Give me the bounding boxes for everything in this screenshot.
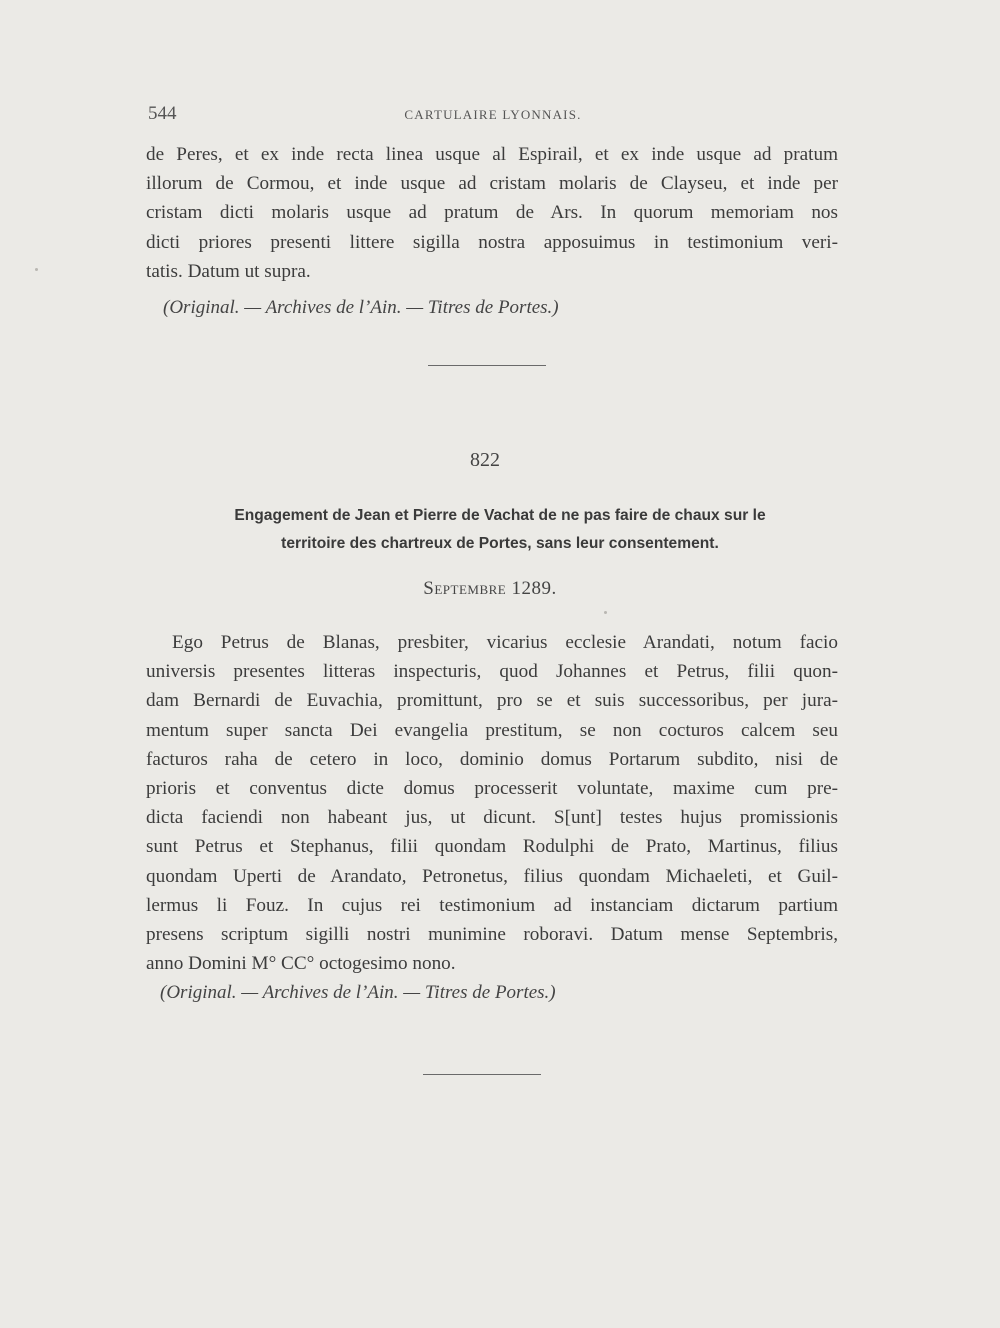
text-line: anno Domini M° CC° octogesimo nono. [146,953,456,975]
text-line: tatis. Datum ut supra. [146,260,311,282]
section-divider [423,1074,541,1075]
running-title: CARTULAIRE LYONNAIS. [404,107,582,122]
text-line: prioris et conventus dicte domus processerit voluntate, maxime cum pre- [146,778,838,800]
document-title-line: territoire des chartreux de Portes, sans leur consentement. [281,535,719,552]
text-line: dicta faciendi non habeant jus, ut dicunt. S[unt] testes hujus promissionis [146,807,838,829]
paper-speck [35,268,38,271]
text-line: facturos raha de cetero in loco, dominio domus Portarum subdito, nisi de [146,748,838,770]
text-line: cristam dicti molaris usque ad pratum de Ars. In quorum memoriam nos [146,202,838,224]
text-line: quondam Uperti de Arandato, Petronetus, filius quondam Michaeleti, et Guil- [146,865,838,887]
text-line: universis presentes litteras inspecturis, quod Johannes et Petrus, filii quon- [146,661,838,683]
text-line: mentum super sancta Dei evangelia prestitum, se non cocturos calcem seu [146,719,838,741]
text-line: sunt Petrus et Stephanus, filii quondam Rodulphi de Prato, Martinus, filius [146,836,838,858]
running-head [148,103,838,129]
page-number: 544 [148,103,177,124]
source-citation: (Original. — Archives de l’Ain. — Titres de Portes.) [163,297,559,318]
text-line: presens scriptum sigilli nostri munimine roboravi. Datum mense Septembris, [146,924,838,946]
continued-charter-text [146,140,838,286]
text-line: de Peres, et ex inde recta linea usque al Espirail, et ex inde usque ad pratum [146,144,838,165]
document-date: Septembre 1289. [423,578,557,599]
section-divider [428,365,546,366]
document-number: 822 [470,449,500,471]
document-title-line: Engagement de Jean et Pierre de Vachat de ne pas faire de chaux sur le [234,507,766,524]
text-line: lermus li Fouz. In cujus rei testimonium ad instanciam dictarum partium [146,894,838,916]
charter-text [146,628,838,978]
text-line: illorum de Cormou, et inde usque ad cristam molaris de Clayseu, et inde per [146,173,838,195]
paper-speck [604,611,607,614]
text-line: dam Bernardi de Euvachia, promittunt, pro se et suis successoribus, per jura- [146,690,838,712]
source-citation: (Original. — Archives de l’Ain. — Titres de Portes.) [160,982,556,1003]
text-line: Ego Petrus de Blanas, presbiter, vicarius ecclesie Arandati, notum facio [172,632,838,653]
text-line: dicti priores presenti littere sigilla nostra apposuimus in testimonium veri- [146,231,838,253]
document-title [160,502,840,558]
